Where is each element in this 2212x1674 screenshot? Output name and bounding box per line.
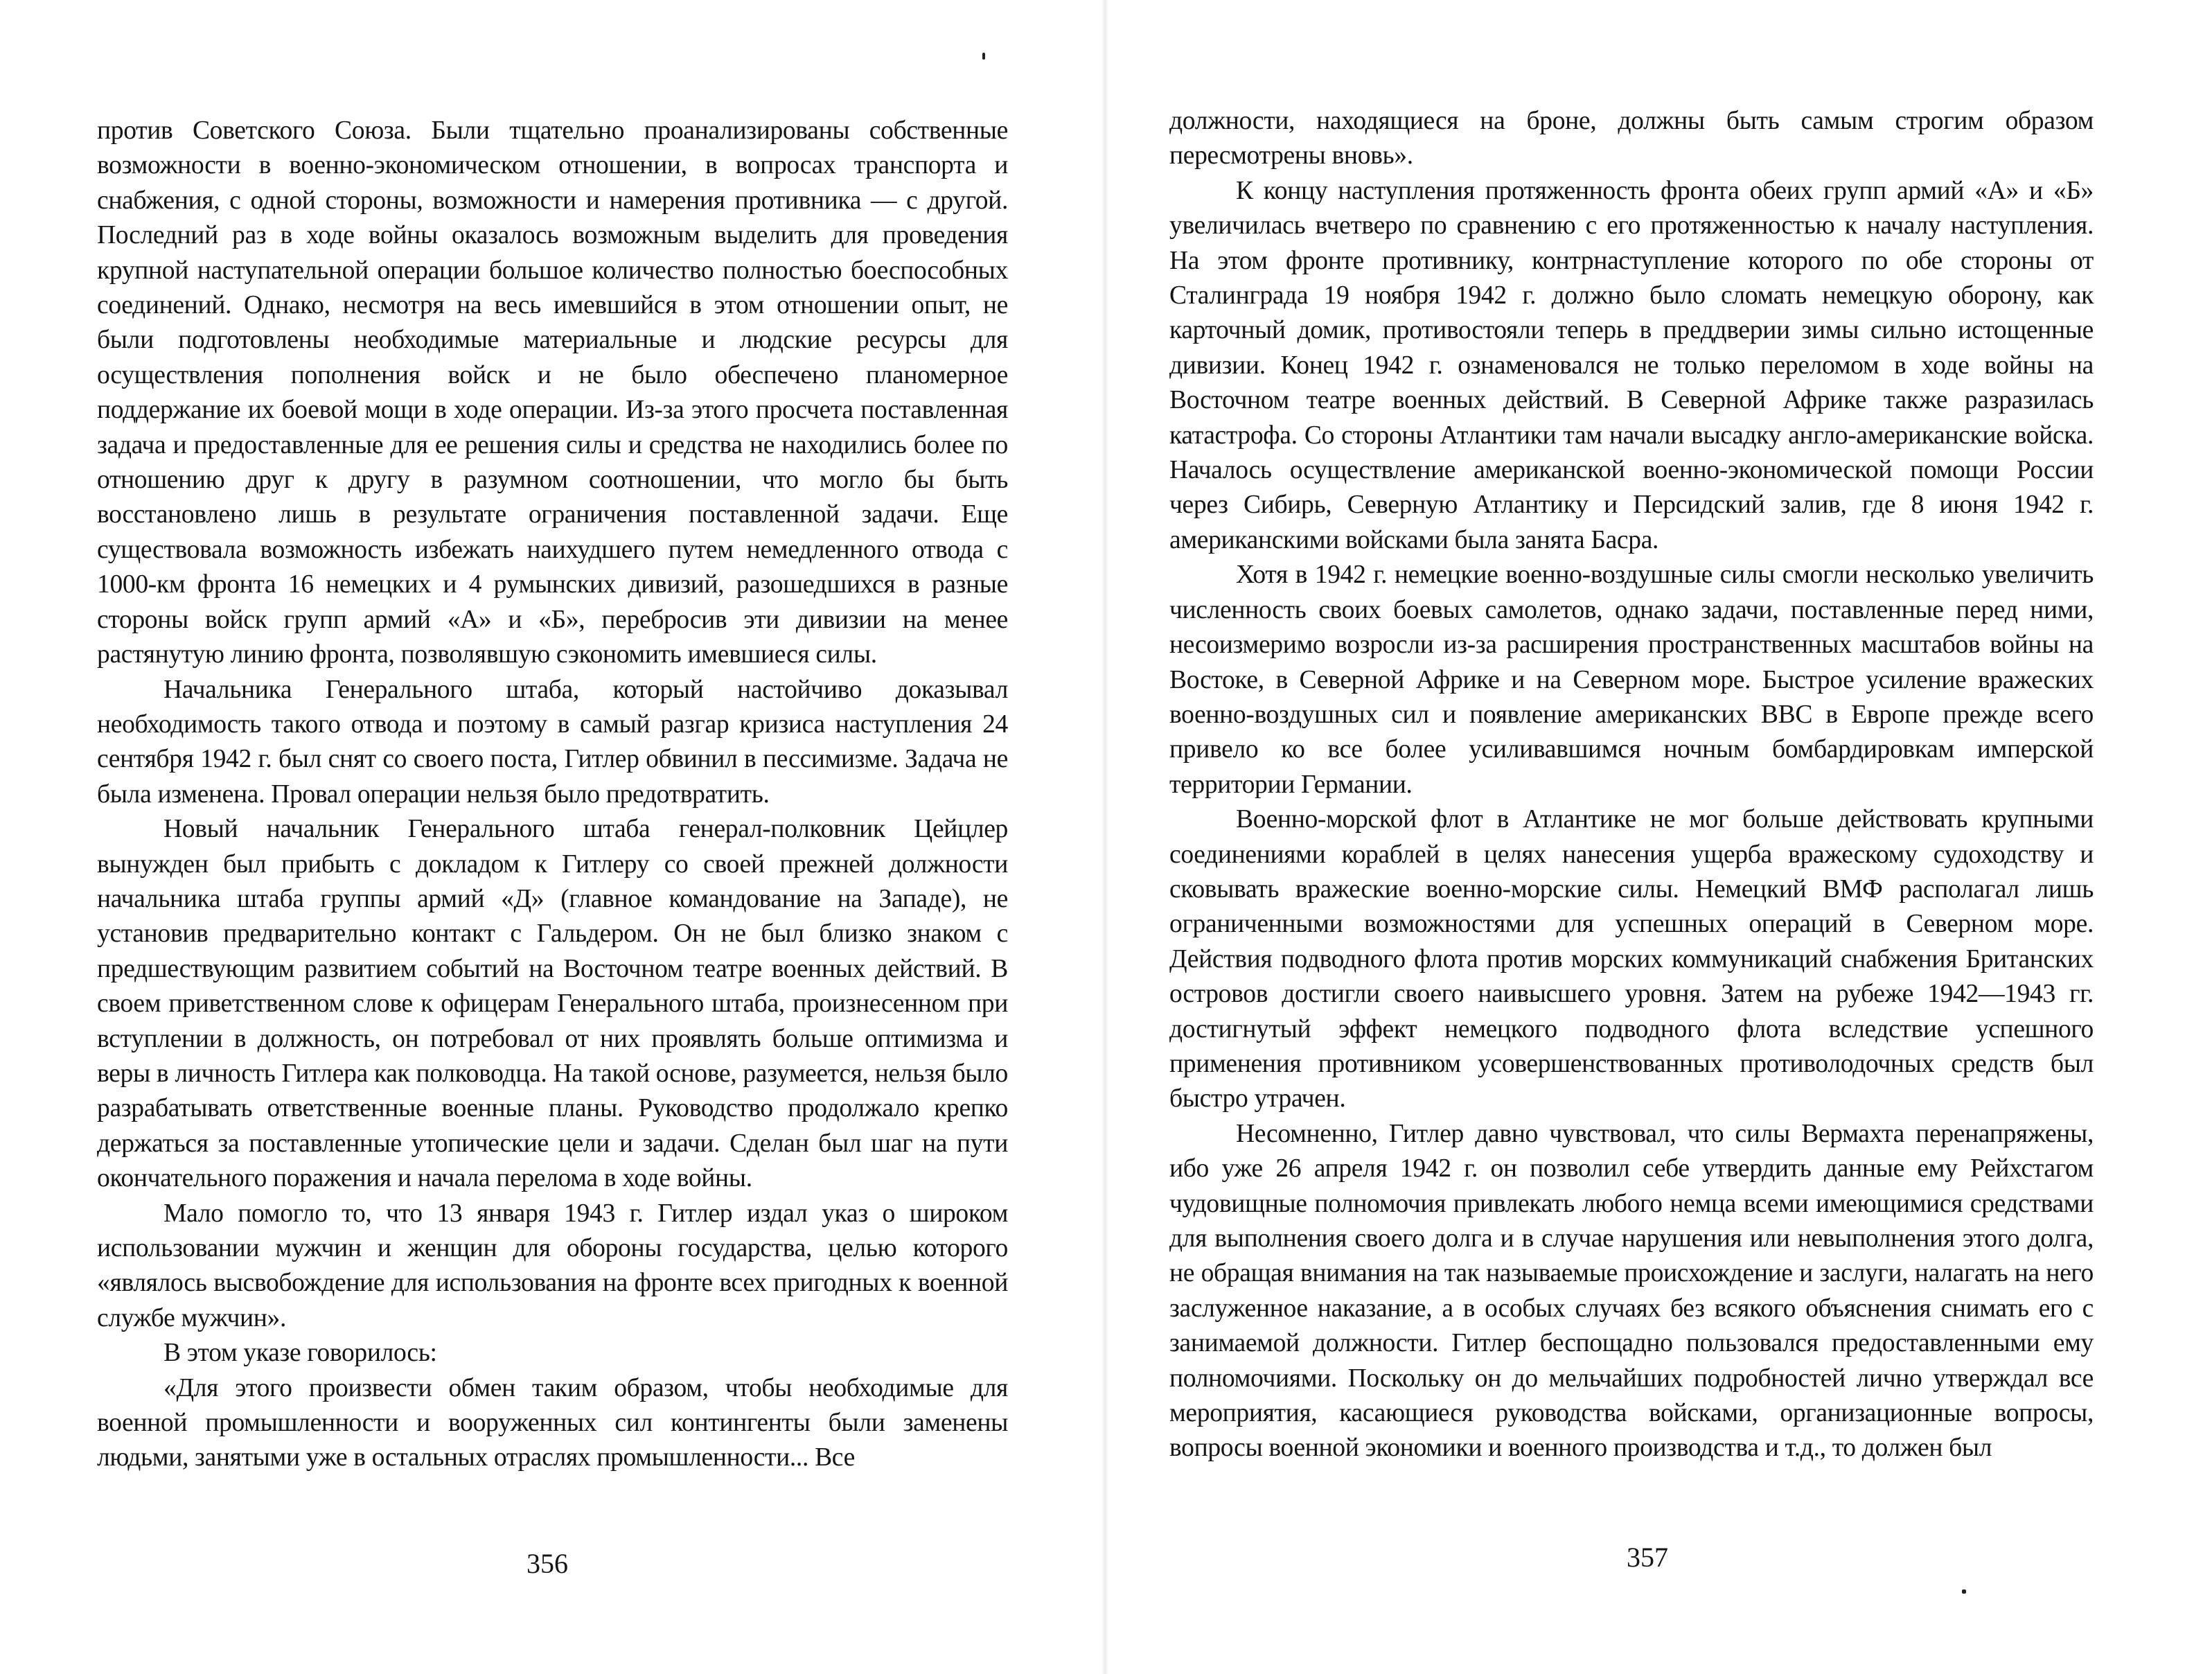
right-page-text [1169,104,2094,1466]
paragraph: К концу наступления протяженность фронта обеих групп армий «А» и «Б» увеличилась вчетверо по сравнению с его протяженностью к началу наступления. На этом фронте противнику, контрнаступление которого по обе стороны от Сталинграда 19 ноября 1942 г. должно было сломать немецкую оборону, как карточный домик, противостояли теперь в преддверии зимы сильно истощенные дивизии. Конец 1942 г. ознаменовался не только переломом в ходе войны на Восточном театре военных действий. В Северной Африке также разразилась катастрофа. Со стороны Атлантики там начали высадку англо-американские войска. Началось осуществление американской военно-экономической помощи России через Сибирь, Северную Атлантику и Персидский залив, где 8 июня 1942 г. американскими войсками была занята Басра. [1169,176,2094,554]
right-page [1106,0,2212,1674]
paragraph: «Для этого произвести обмен таким образом, чтобы необходимые для военной промышленности и вооруженных сил контингенты были заменены людьми, занятыми уже в остальных отраслях промышленности... Все [97,1373,1008,1472]
paragraph: Начальника Генерального штаба, который настойчиво доказывал необходимость такого отвода и поэтому в самый разгар кризиса наступления 24 сентября 1942 г. был снят со своего поста, Гитлер обвинил в пессимизме. Задача не была изменена. Провал операции нельзя было предотвратить. [97,675,1008,809]
scan-speck [982,53,985,60]
paragraph: против Советского Союза. Были тщательно проанализированы собственные возможности в военно-экономическом отношении, в вопросах транспорта и снабжения, с одной стороны, возможности и намерения противника — с другой. Последний раз в ходе войны оказалось возможным выделить для проведения крупной наступательной операции большое количество полностью боеспособных соединений. Однако, несмотря на весь имевшийся в этом отношении опыт, не были подготовлены необходимые материальные и людские ресурсы для осуществления пополнения войск и не было обеспечено планомерное поддержание их боевой мощи в ходе операции. Из-за этого просчета поставленная задача и предоставленные для ее решения силы и средства не находились более по отношению друг к другу в разумном соотношении, что могло бы быть восстановлено лишь в результате ограничения поставленной задачи. Еще существовала возможность избежать наихудшего путем немедленного отвода с 1000-км фронта 16 немецких и 4 румынских дивизий, разошедшихся в разные стороны войск групп армий «А» и «Б», перебросив эти дивизии на менее растянутую линию фронта, позволявшую сэкономить имевшиеся силы. [97,116,1008,669]
paragraph: Военно-морской флот в Атлантике не мог больше действовать крупными соединениями кораблей в целях нанесения ущерба вражескому судоходству и сковывать вражеские военно-морские силы. Немецкий ВМФ располагал лишь ограниченными возможностями для успешных операций в Северном море. Действия подводного флота против морских коммуникаций снабжения Британских островов достигли своего наивысшего уровня. Затем на рубеже 1942—1943 гг. достигнутый эффект немецкого подводного флота вследствие успешного применения противником усовершенствованных противолодочных средств был быстро утрачен. [1169,805,2094,1113]
page-number: 357 [1627,1542,1668,1573]
paragraph: Несомненно, Гитлер давно чувствовал, что силы Вермахта перенапряжены, ибо уже 26 апреля 1942 г. он позволил себе утвердить данные ему Рейхстагом чудовищные полномочия привлекать любого немца всеми имеющимися средствами для выполнения своего долга и в случае нарушения или невыполнения этого долга, не обращая внимания на так называемые происхождение и заслуги, налагать на него заслуженное наказание, а в особых случаях без всякого объяснения снимать его с занимаемой должности. Гитлер беспощадно пользовался предоставленными ему полномочиями. Поскольку он до мельчайших подробностей лично утверждал все мероприятия, касающиеся руководства войсками, организационные вопросы, вопросы военной экономики и военного производства и т.д., то должен был [1169,1119,2094,1463]
scan-speck [1962,1589,1966,1594]
paragraph: Мало помогло то, что 13 января 1943 г. Гитлер издал указ о широком использовании мужчин и женщин для обороны государства, целью которого «являлось высвобождение для использования на фронте всех пригодных к военной службе мужчин». [97,1199,1008,1332]
paragraph: должности, находящиеся на броне, должны быть самым строгим образом пересмотрены вновь». [1169,107,2094,170]
paragraph: Новый начальник Генерального штаба генерал-полковник Цейцлер вынужден был прибыть с докладом к Гитлеру со своей прежней должности начальника штаба группы армий «Д» (главное командование на Западе), не установив предварительно контакт с Гальдером. Он не был близко знаком с предшествующим развитием событий на Восточном театре военных действий. В своем приветственном слове к офицерам Генерального штаба, произнесенном при вступлении в должность, он потребовал от них проявлять больше оптимизма и веры в личность Гитлера как полководца. На такой основе, разумеется, нельзя было разрабатывать ответственные военные планы. Руководство продолжало крепко держаться за поставленные утопические цели и задачи. Сделан был шаг на пути окончательного поражения и начала перелома в ходе войны. [97,815,1008,1193]
paragraph: В этом указе говорилось: [163,1339,437,1368]
paragraph: Хотя в 1942 г. немецкие военно-воздушные силы смогли несколько увеличить численность своих боевых самолетов, однако задачи, поставленные перед ними, несоизмеримо возросли из-за расширения пространственных масштабов войны на Востоке, в Северной Африке и на Северном море. Быстрое усиление вражеских военно-воздушных сил и появление американских ВВС в Европе прежде всего привело ко все более усиливавшимся ночным бомбардировкам имперской территории Германии. [1169,561,2094,799]
left-page-text [97,114,1008,1476]
page-number: 356 [527,1548,568,1579]
